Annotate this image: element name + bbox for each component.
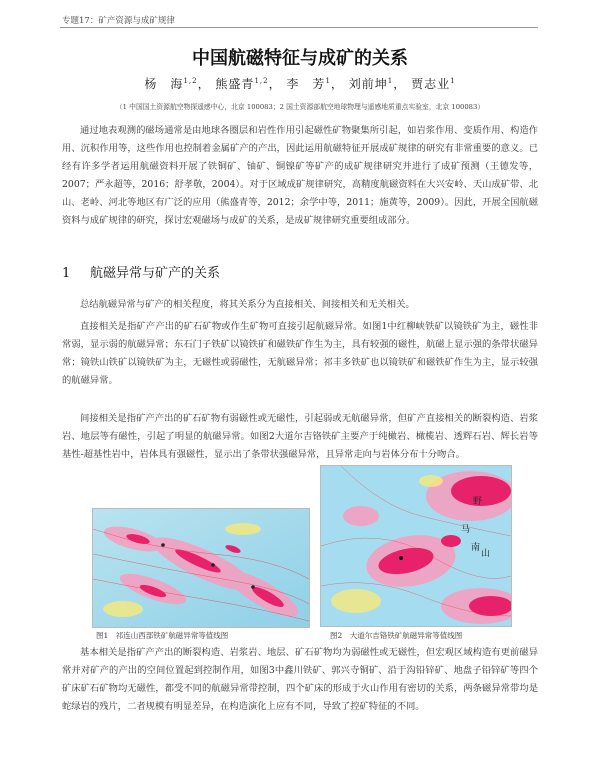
- closing-paragraph: 基本相关是指矿产产出的断裂构造、岩浆岩、地层、矿石矿物均为弱磁性或无磁性，但宏观区域构造有更前磁异常并对矿产的产出的空间位置起到控制作用，如图3中鑫川铁矿、郭兴寺铜矿、沿于沟铅锌矿、地盘子铅锌矿等四个矿床矿石矿物均无磁性，都受不同的航磁异常带控制，四个矿床的形成于火山作用有密切的关系，两条磁异常带均是蛇绿岩的残片，二者规模有明显差异，在构造演化上应有不同，导致了控矿特征的不同。: [62, 647, 538, 712]
- author: 刘前坤$^1$，: [348, 77, 407, 91]
- author-list: [0, 75, 600, 92]
- section-paragraph: 直接相关是指矿产产出的矿石矿物或作生矿物可直接引起航磁异常。如图1中红柳峡铁矿以镜铁矿为主，磁性非常弱，显示弱的航磁异常；东石门子铁矿以镜铁矿和磁铁矿作生为主，具有较强的磁性，航磁上显示强的条带状磁异常；镜铁山铁矿以镜铁矿为主，无磁性或弱磁性，无航磁异常；祁丰多铁矿也以镜铁矿和磁铁矿作生为主，显示较强的航磁异常。: [62, 321, 538, 386]
- map-label-wild: 野: [473, 497, 483, 507]
- affiliation: （1 中国国土资源航空物探遥感中心，北京 100083；2 国土资源部航空地球物理与遥感地质重点实验室，北京 100083）: [115, 103, 485, 111]
- author: 李 芳$^1$，: [286, 77, 344, 91]
- figure-2-caption: 图2 大道尔吉铬铁矿航磁异常等值线图: [330, 631, 463, 640]
- header-rule: [60, 27, 538, 28]
- running-header: 专题17：矿产资源与成矿规律: [62, 16, 175, 26]
- figure-1-image: [93, 509, 309, 627]
- intro-paragraph: 通过地表观测的磁场通常是由地球各圈层和岩性作用引起磁性矿物聚集所引起，如岩浆作用、变质作用、构造作用、沉积作用等，这些作用也控制着金属矿产的产出，因此运用航磁特征开展成矿规律的研究有非常重要的意义。已经有许多学者运用航磁资料开展了铁铜矿、铀矿、铜镍矿等矿产的成矿规律研究并进行了成矿预测（王德发等，2007；严永超等，2016；舒孝敬，2004）。对于区域成矿规律研究，高精度航磁资料在大兴安岭、天山成矿带、北山、老岭、河北等地区有广泛的应用（熊盛青等，2012；余学中等，2011；施黄等，2009）。因此，开展全国航磁资料与成矿规律的研究，探讨宏观磁场与成矿的关系，是成矿规律研究重要组成部分。: [62, 125, 538, 226]
- section-heading: 1 航磁异常与矿产的关系: [62, 266, 221, 281]
- section-paragraph: 间接相关是指矿产产出的矿石矿物有弱磁性或无磁性，引起弱或无航磁异常，但矿产直接相关的断裂构造、岩浆岩、地层等有磁性，引起了明显的航磁异常。如图2大道尔吉铬铁矿主要产于纯橄岩、橄榄岩、透辉石岩、辉长岩等基性-超基性岩中，岩体具有强磁性，显示出了条带状强磁异常，且异常走向与岩体分布十分吻合。: [62, 413, 538, 460]
- author: 杨 海$^{1,2}$，: [144, 77, 211, 91]
- section-paragraph: 总结航磁异常与矿产的相关程度，将其关系分为直接相关、间接相关和无关相关。: [80, 299, 415, 310]
- map-label-mountain: 山: [481, 549, 491, 559]
- map-label-south: 南: [471, 543, 481, 553]
- map-label-horse: 马: [461, 525, 471, 535]
- author: 熊盛青$^{1,2}$，: [215, 77, 282, 91]
- figure-1-caption: 图1 祁连山西部铁矿航磁异常等值线图: [96, 631, 229, 640]
- paper-title: 中国航磁特征与成矿的关系: [192, 48, 408, 69]
- figure-2-map: [320, 465, 512, 627]
- author: 贾志业$^1$: [411, 77, 456, 91]
- figure-1-map: [92, 508, 310, 628]
- figure-2-image: [321, 466, 511, 626]
